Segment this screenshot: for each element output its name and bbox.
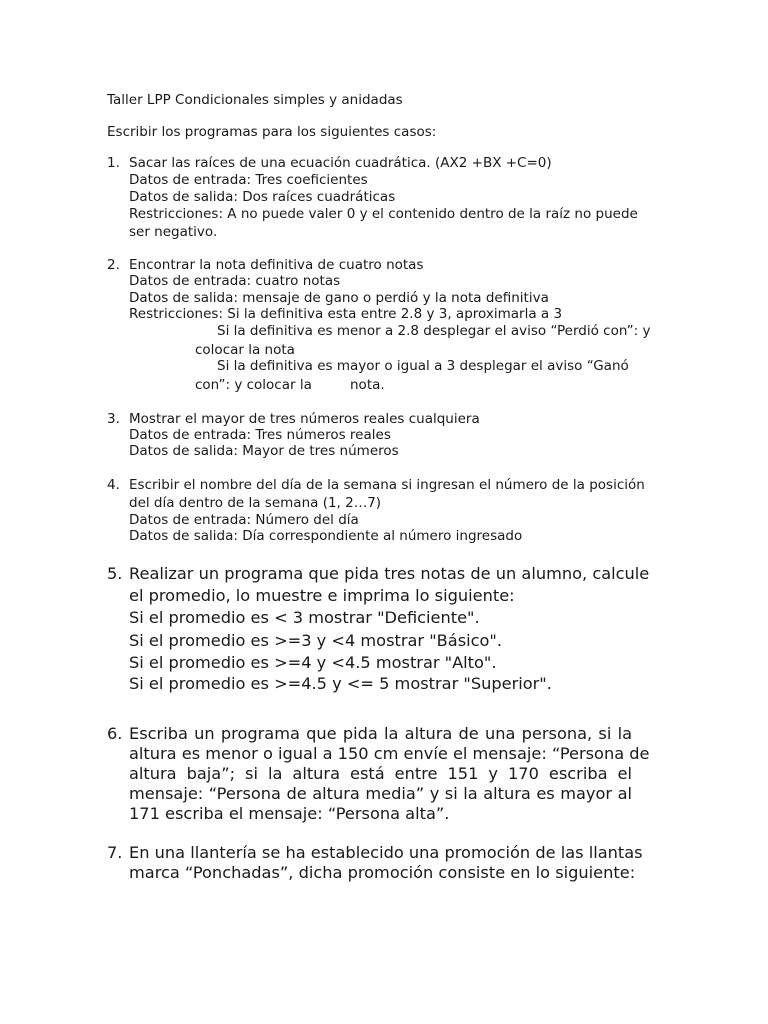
item-5-line: Si el promedio es >=4.5 y <= 5 mostrar "Superior". [129, 674, 552, 693]
item-6-line: altura es menor o igual a 150 cm envíe el mensaje: “Persona de [129, 744, 650, 763]
item-4-line: Datos de salida: Día correspondiente al número ingresado [129, 528, 523, 544]
item-6-line: altura baja”; si la altura está entre 151 y 170 escriba el [129, 764, 632, 783]
item-5-line: Si el promedio es < 3 mostrar "Deficiente". [129, 608, 480, 627]
item-1-line: ser negativo. [129, 224, 218, 240]
item-1-line: Sacar las raíces de una ecuación cuadrática. (AX2 +BX +C=0) [129, 155, 552, 171]
item-5-line: Si el promedio es >=3 y <4 mostrar "Básico". [129, 631, 503, 650]
item-3-line: Datos de entrada: Tres números reales [129, 427, 391, 443]
item-1-line: Datos de salida: Dos raíces cuadráticas [129, 189, 396, 205]
item-2-number: 2. [107, 257, 120, 273]
item-4-number: 4. [107, 477, 120, 493]
item-2-line: Restricciones: Si la definitiva esta entre 2.8 y 3, aproximarla a 3 [129, 306, 563, 322]
document-title: Taller LPP Condicionales simples y anidadas [107, 92, 403, 108]
item-2-line: Encontrar la nota definitiva de cuatro notas [129, 257, 424, 273]
item-6-line: Escriba un programa que pida la altura de una persona, si la [129, 724, 632, 743]
item-3-number: 3. [107, 411, 120, 427]
item-1-line: Restricciones: A no puede valer 0 y el contenido dentro de la raíz no puede [129, 206, 638, 222]
item-2-line: con”: y colocar la [195, 377, 312, 393]
item-2-line: Datos de entrada: cuatro notas [129, 273, 341, 289]
item-2-line: Datos de salida: mensaje de gano o perdió y la nota definitiva [129, 290, 549, 306]
item-5-line: Si el promedio es >=4 y <4.5 mostrar "Alto". [129, 653, 497, 672]
item-2-line: Si la definitiva es menor a 2.8 desplegar el aviso “Perdió con”: y [217, 323, 651, 339]
item-2-line: Si la definitiva es mayor o igual a 3 desplegar el aviso “Ganó [217, 358, 629, 374]
item-1-line: Datos de entrada: Tres coeficientes [129, 172, 368, 188]
item-2-line: colocar la nota [195, 342, 295, 358]
item-4-line: Escribir el nombre del día de la semana si ingresan el número de la posición [129, 477, 645, 493]
item-5-line: Realizar un programa que pida tres notas de un alumno, calcule [129, 564, 650, 583]
item-1-number: 1. [107, 155, 120, 171]
item-7-line: En una llantería se ha establecido una promoción de las llantas [129, 843, 643, 862]
item-5-number: 5. [107, 564, 123, 583]
item-6-line: mensaje: “Persona de altura media” y si la altura es mayor al [129, 784, 632, 803]
item-4-line: Datos de entrada: Número del día [129, 512, 359, 528]
item-6-number: 6. [107, 724, 123, 743]
document-intro: Escribir los programas para los siguientes casos: [107, 124, 437, 140]
item-3-line: Datos de salida: Mayor de tres números [129, 443, 399, 459]
item-2-line: nota. [350, 377, 385, 393]
item-6-line: 171 escriba el mensaje: “Persona alta”. [129, 804, 450, 823]
item-7-line: marca “Ponchadas”, dicha promoción consiste en lo siguiente: [129, 863, 636, 882]
item-3-line: Mostrar el mayor de tres números reales cualquiera [129, 411, 480, 427]
item-7-number: 7. [107, 843, 123, 862]
item-5-line: el promedio, lo muestre e imprima lo siguiente: [129, 586, 515, 605]
item-4-line: del día dentro de la semana (1, 2…7) [129, 495, 382, 511]
